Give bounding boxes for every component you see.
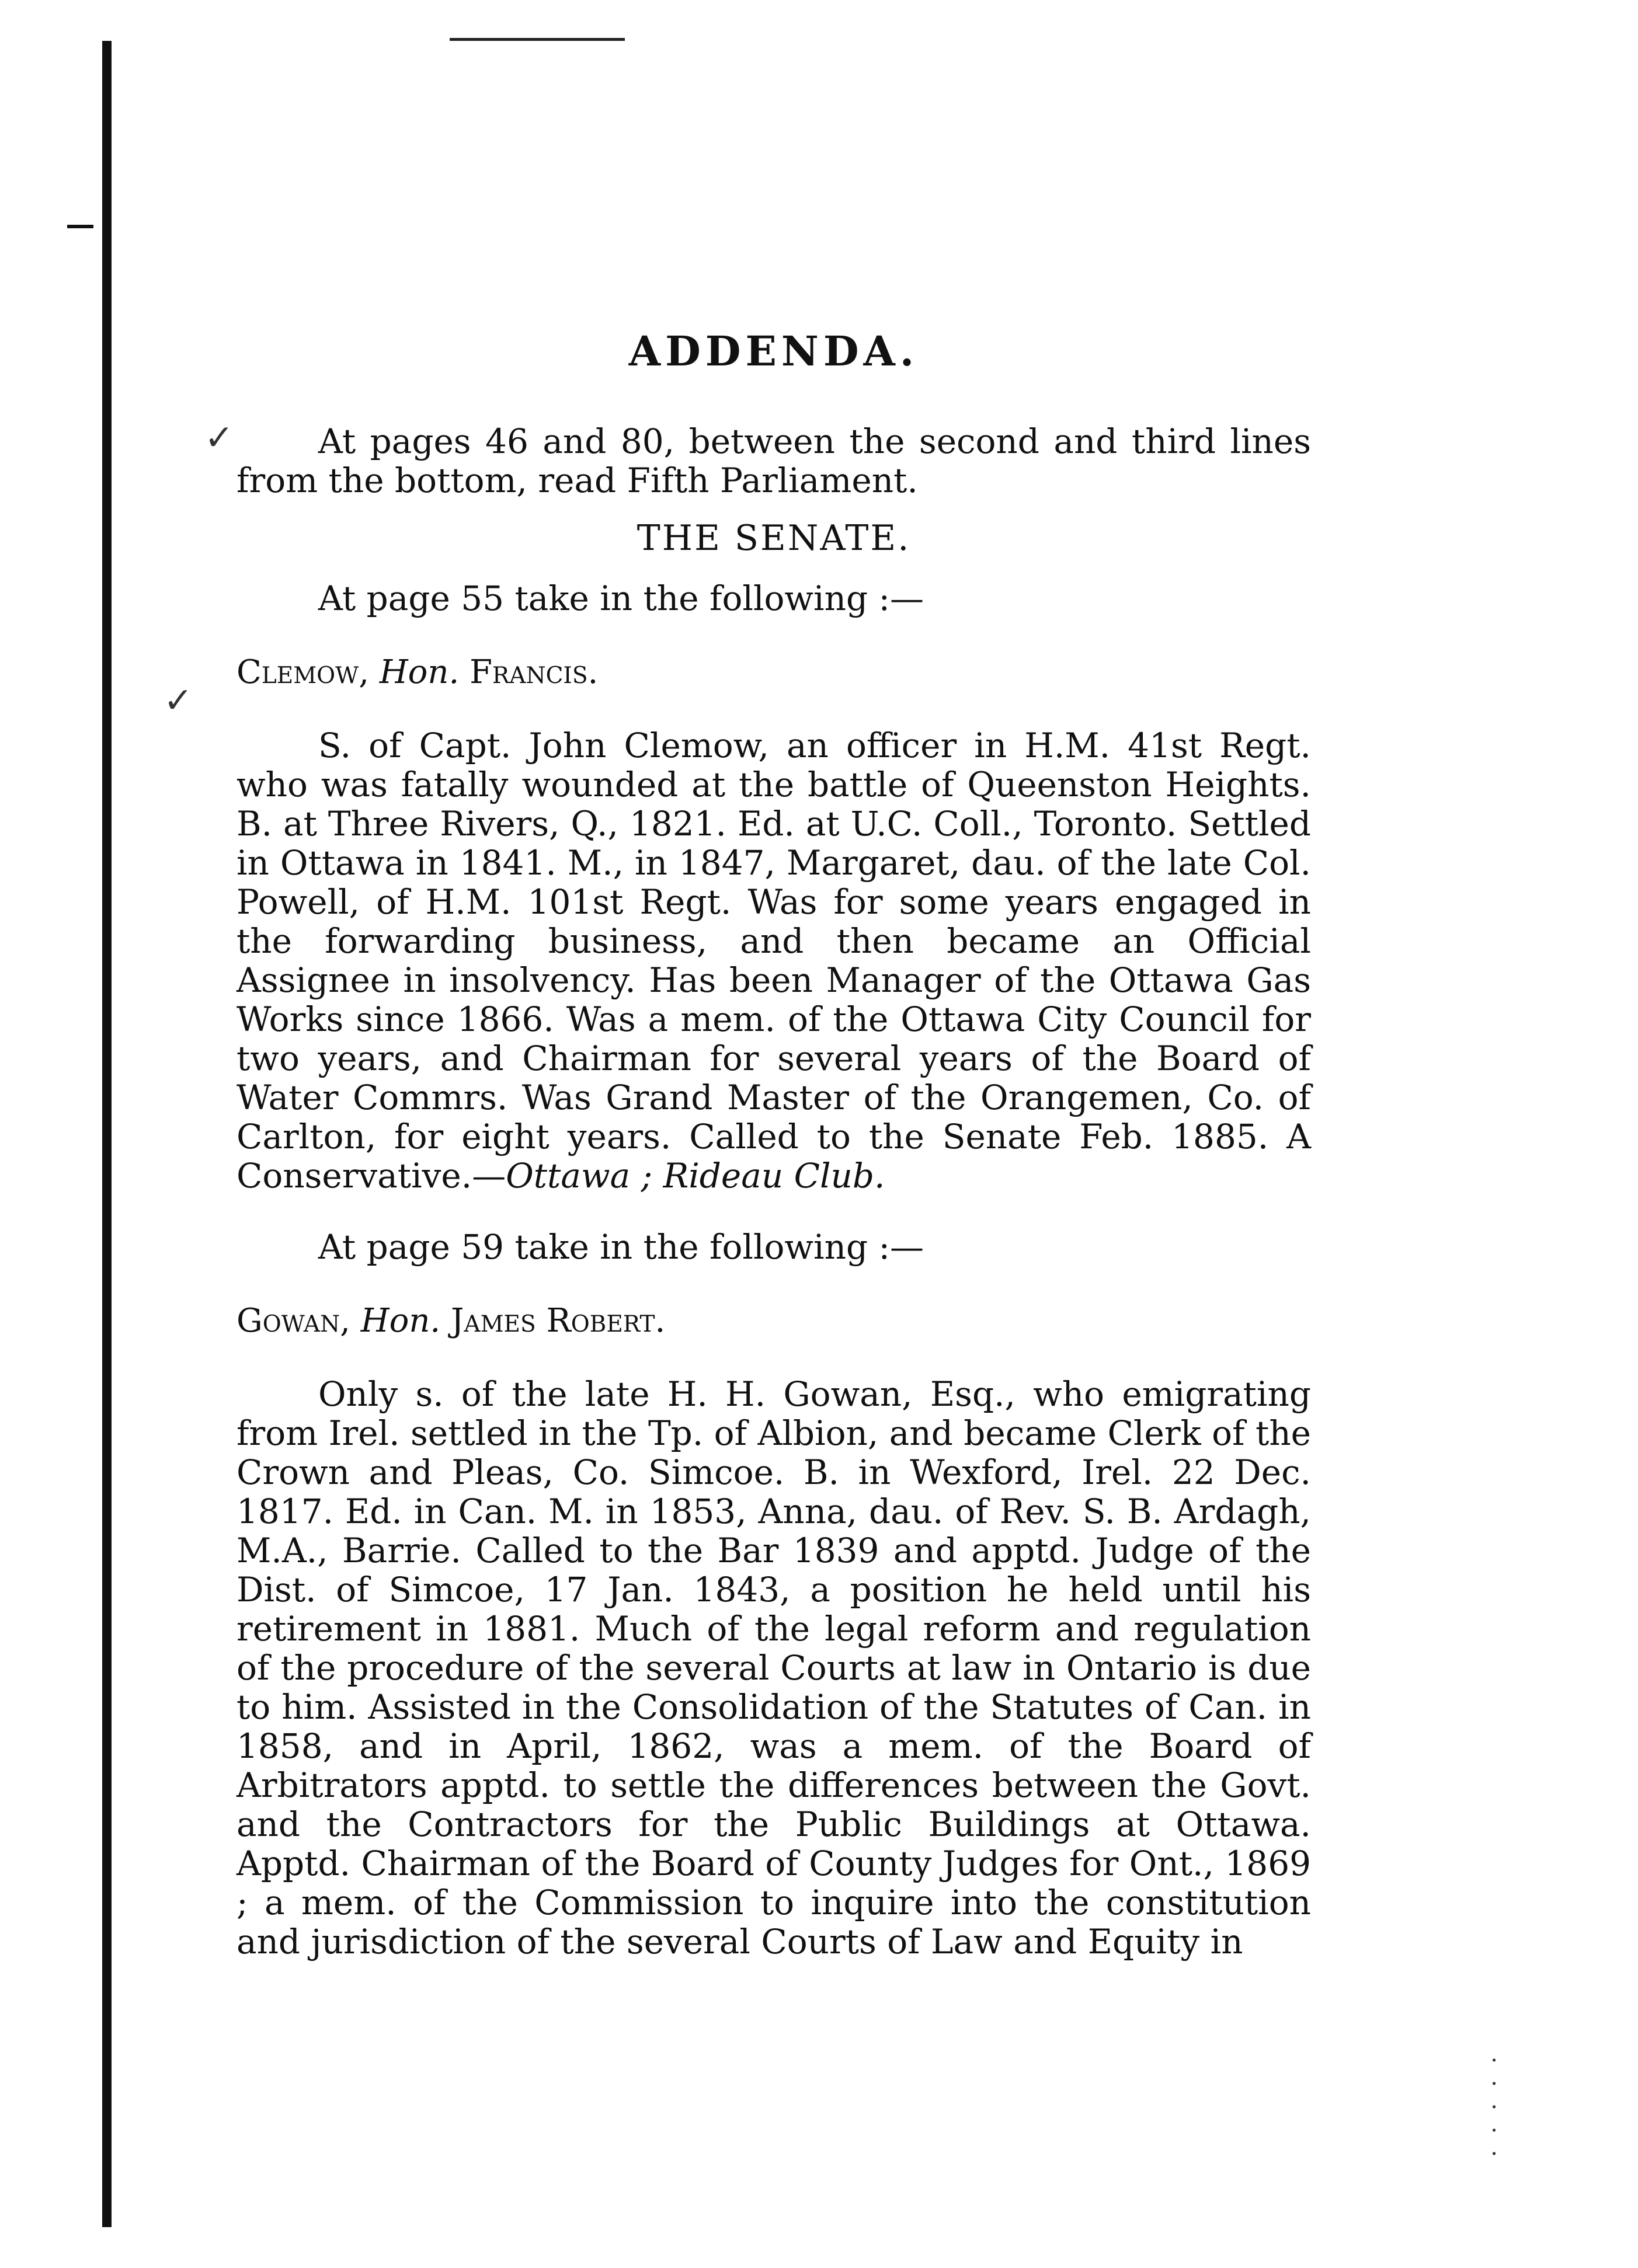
margin-check-mark-icon: ✓ [164,680,193,721]
bio-text: S. of Capt. John Clemow, an officer in H.M. 41st Regt. who was fatally wounded at the battle of Queenston Heights. B. at Three Rivers, Q., 1821. Ed. at U.C. Coll., Toronto. Settled in Ottawa in 1841. M., in 1847, Margaret, dau. of the late Col. Powell, of H.M. 101st Regt. Was for some years engaged in the forwarding business, and then became an Official Assignee in insolvency. Has been Manager of the Ottawa Gas Works since 1866. Was a mem. of the Ottawa City Council for two years, and Chairman for several years of the Board of Water Commrs. Was Grand Master of the Orangemen, Co. of Carlton, for eight years. Called to the Senate Feb. 1885. A Conservative.— [237,726,1311,1196]
page-title: ADDENDA. [628,327,919,375]
entry-bio-gowan: Only s. of the late H. H. Gowan, Esq., who emigrating from Irel. settled in the Tp. of Albion, and became Clerk of the Crown and Pleas, Co. Simcoe. B. in Wexford, Irel. 22 Dec. 1817. Ed. in Can. M. in 1853, Anna, dau. of Rev. S. B. Ardagh, M.A., Barrie. Called to the Bar 1839 and apptd. Judge of the Dist. of Simcoe, 17 Jan. 1843, a position he held until his retirement in 1881. Much of the legal reform and regulation of the procedure of the several Courts at law in Ontario is due to him. Assisted in the Consolidation of the Statutes of Can. in 1858, and in April, 1862, was a mem. of the Board of Arbitrators apptd. to settle the differences between the Govt. and the Contractors for the Public Buildings at Ottawa. Apptd. Chairman of the Board of County Judges for Ont., 1869 ; a mem. of the Commission to inquire into the constitution and jurisdiction of the several Courts of Law and Equity in [237,1374,1311,1962]
entry-surname: Clemow, [237,653,370,691]
bio-residence: Ottawa ; Rideau Club. [506,1156,885,1196]
entry-surname: Gowan, [237,1302,350,1340]
entry-heading-clemow [237,653,1311,691]
page59-intro: At page 59 take in the following :— [318,1227,924,1267]
page55-intro: At page 55 take in the following :— [318,579,924,618]
section-heading: THE SENATE. [637,518,911,559]
page-content [237,327,1311,1962]
entry-honorific: Hon. [379,653,460,691]
top-rule [450,38,625,41]
entry-heading-gowan [237,1302,1311,1340]
margin-check-mark-icon: ✓ [204,417,234,458]
margin-speckles: · · · · · [1490,2047,1498,2168]
entry-given-name: Francis. [470,653,599,691]
entry-bio-clemow [237,726,1311,1196]
addenda-intro: At pages 46 and 80, between the second and third lines from the bottom, read Fifth Parliament. [237,421,1311,500]
margin-tick [67,225,93,228]
entry-honorific: Hon. [360,1302,441,1340]
entry-given-name: James Robert. [451,1302,666,1340]
binding-edge-line [102,41,112,2227]
